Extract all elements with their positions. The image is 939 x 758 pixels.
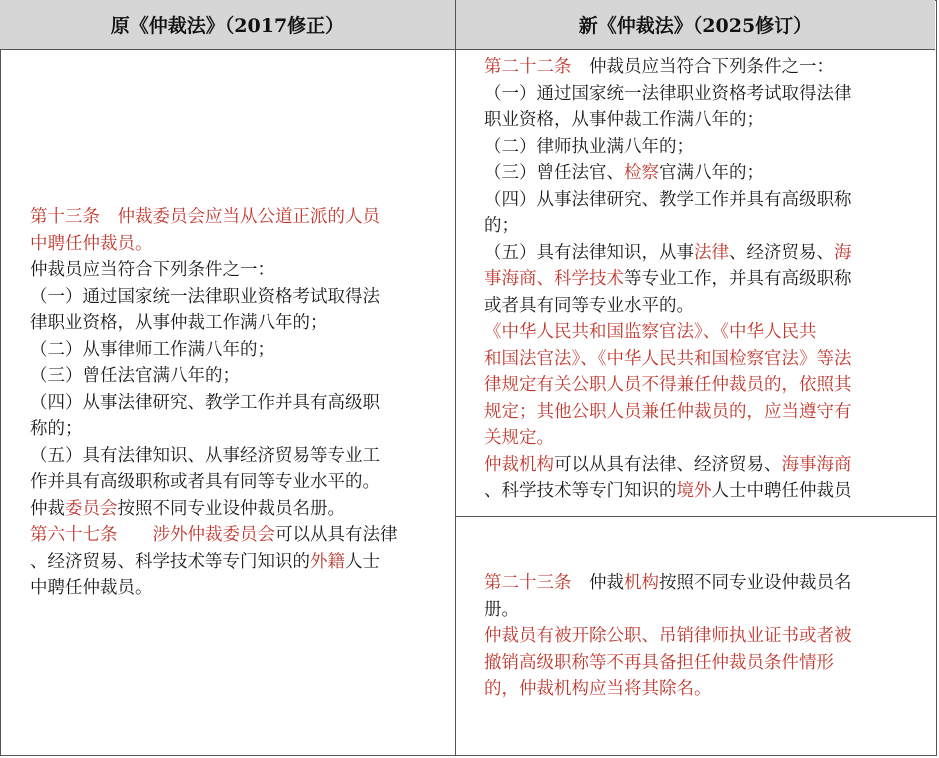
- text-line: [484, 425, 929, 452]
- highlighted-text: 事海商、科学技术: [484, 269, 624, 289]
- text-line: [484, 478, 929, 505]
- row-divider: [456, 516, 937, 517]
- highlighted-text: 关规定。: [484, 428, 554, 448]
- text-segment: 册。: [484, 599, 519, 620]
- text-line: [484, 570, 929, 597]
- highlighted-text: 仲裁机构: [484, 454, 554, 475]
- highlighted-text: 第二十三条: [484, 573, 572, 593]
- text-line: [484, 107, 929, 134]
- text-segment: 作并具有高级职称或者具有同等专业水平的。: [30, 472, 380, 492]
- text-segment: 、经济贸易、: [729, 242, 834, 263]
- text-line: [484, 399, 929, 426]
- text-line: [30, 496, 450, 523]
- text-segment: （五）具有法律知识，从事: [484, 242, 694, 263]
- text-segment: （五）具有法律知识、从事经济贸易等专业工: [30, 445, 380, 466]
- text-segment: 律职业资格，从事仲裁工作满八年的；: [30, 313, 328, 333]
- highlighted-text: 检察: [624, 163, 659, 183]
- text-segment: 仲裁: [30, 498, 65, 519]
- text-line: [484, 134, 929, 161]
- highlighted-text: 和国法官法》、《中华人民共和国检察官法》等法: [484, 348, 852, 369]
- text-line: [484, 81, 929, 108]
- highlighted-text: 外籍: [310, 551, 345, 572]
- text-line: [30, 310, 450, 337]
- text-segment: 仲裁员应当符合下列条件之一：: [571, 57, 834, 77]
- text-segment: 职业资格，从事仲裁工作满八年的；: [484, 110, 764, 130]
- highlighted-text: 委员会: [65, 498, 118, 519]
- column-divider: [455, 0, 456, 756]
- text-line: [30, 257, 450, 284]
- text-line: [484, 213, 929, 240]
- new-law-article-23: [484, 570, 929, 703]
- text-line: [484, 346, 929, 373]
- text-segment: 人士中聘任仲裁员: [711, 481, 852, 501]
- highlighted-text: 海事海商: [781, 454, 852, 475]
- text-segment: （一）通过国家统一法律职业资格考试取得法律: [484, 83, 852, 104]
- old-law-provisions: [30, 204, 450, 602]
- text-line: [484, 319, 929, 346]
- text-segment: （四）从事法律研究、教学工作并具有高级职称: [484, 189, 852, 210]
- text-line: [30, 416, 450, 443]
- highlighted-text: 第十三条 仲裁委员会应当从公道正派的人员: [30, 207, 380, 227]
- text-segment: 官满八年的；: [659, 163, 764, 183]
- text-line: [484, 650, 929, 677]
- text-line: [30, 363, 450, 390]
- highlighted-text: 海: [834, 242, 852, 263]
- header-new-law-label: 新《仲裁法》（2025修订）: [578, 15, 813, 37]
- text-segment: 称的；: [30, 419, 83, 439]
- text-line: [30, 443, 450, 470]
- text-segment: （二）从事律师工作满八年的；: [30, 339, 275, 360]
- text-line: [30, 204, 450, 231]
- text-line: [484, 623, 929, 650]
- highlighted-text: 第二十二条: [484, 57, 572, 77]
- text-segment: 、科学技术等专门知识的: [484, 481, 677, 501]
- text-line: [484, 676, 929, 703]
- text-line: [30, 337, 450, 364]
- text-line: [484, 240, 929, 267]
- text-line: [484, 187, 929, 214]
- text-segment: 仲裁: [571, 573, 624, 593]
- text-segment: （三）曾任法官满八年的；: [30, 366, 240, 386]
- highlighted-text: 境外: [676, 481, 712, 501]
- text-segment: 的；: [484, 216, 519, 236]
- text-segment: 、经济贸易、科学技术等专门知识的: [30, 551, 310, 572]
- highlighted-text: 规定；其他公职人员兼任仲裁员的，应当遵守有: [484, 401, 852, 422]
- text-segment: （三）曾任法官、: [484, 163, 624, 183]
- text-line: [30, 549, 450, 576]
- text-line: [484, 452, 929, 479]
- text-segment: 等专业工作，并具有高级职称: [624, 269, 852, 289]
- text-segment: 可以从具有法律、经济贸易、: [554, 454, 782, 475]
- highlighted-text: 撤销高级职称等不再具备担任仲裁员条件情形: [484, 652, 834, 673]
- text-segment: （二）律师执业满八年的；: [484, 136, 694, 157]
- text-segment: 按照不同专业设仲裁员名册。: [117, 498, 345, 519]
- highlighted-text: 法律: [694, 242, 729, 263]
- header-old-law: [0, 0, 456, 50]
- highlighted-text: 仲裁员有被开除公职、吊销律师执业证书或者被: [484, 626, 852, 646]
- highlighted-text: 中聘任仲裁员。: [30, 233, 153, 254]
- header-old-law-label: 原《仲裁法》（2017修正）: [110, 15, 345, 37]
- text-line: [30, 469, 450, 496]
- highlighted-text: 机构: [624, 573, 659, 593]
- text-line: [484, 597, 929, 624]
- highlighted-text: 第六十七条 涉外仲裁委员会: [30, 525, 275, 545]
- text-line: [30, 575, 450, 602]
- text-line: [30, 284, 450, 311]
- text-segment: 仲裁员应当符合下列条件之一：: [30, 260, 275, 280]
- text-line: [30, 231, 450, 258]
- text-line: [484, 293, 929, 320]
- text-line: [30, 522, 450, 549]
- text-segment: 中聘任仲裁员。: [30, 578, 153, 598]
- text-line: [484, 160, 929, 187]
- highlighted-text: 的，仲裁机构应当将其除名。: [484, 679, 712, 699]
- highlighted-text: 律规定有关公职人员不得兼任仲裁员的，依照其: [484, 375, 852, 395]
- highlighted-text: 《中华人民共和国监察官法》、《中华人民共: [484, 322, 817, 342]
- text-segment: 按照不同专业设仲裁员名: [659, 573, 852, 593]
- header-new-law: [456, 0, 935, 50]
- text-line: [484, 266, 929, 293]
- text-line: [484, 372, 929, 399]
- new-law-article-22: [484, 54, 929, 505]
- text-segment: （一）通过国家统一法律职业资格考试取得法: [30, 286, 380, 307]
- text-line: [30, 390, 450, 417]
- text-segment: 可以从具有法律: [275, 525, 398, 545]
- text-segment: （四）从事法律研究、教学工作并具有高级职: [30, 392, 380, 413]
- text-segment: 或者具有同等专业水平的。: [484, 295, 694, 316]
- text-line: [484, 54, 929, 81]
- text-segment: 人士: [345, 551, 380, 572]
